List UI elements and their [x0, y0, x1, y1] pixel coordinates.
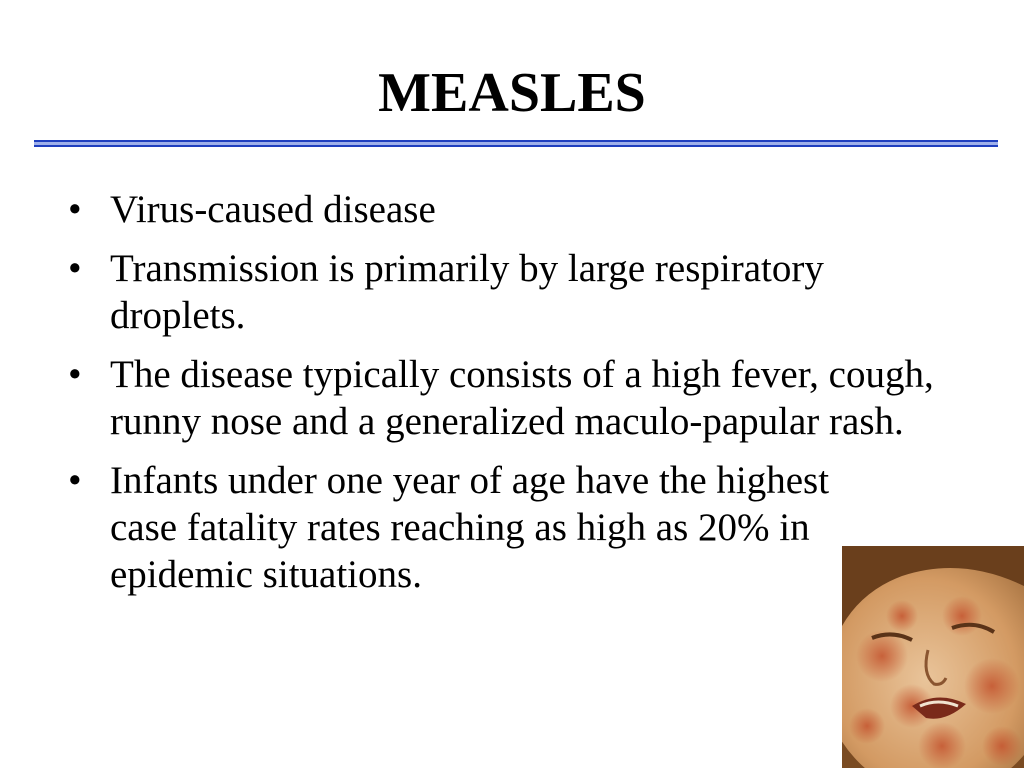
- bullet-text: Transmission is primarily by large respiratory droplets.: [110, 247, 824, 337]
- slide-title: MEASLES: [378, 62, 646, 124]
- bullet-item: [68, 186, 968, 233]
- bullet-item: [68, 245, 968, 339]
- bullet-text: The disease typically consists of a high fever, cough, runny nose and a generalized maculo-papular rash.: [110, 353, 934, 443]
- bullet-text: Virus-caused disease: [110, 188, 436, 231]
- bullet-marker: •: [68, 459, 82, 502]
- title-underline-bottom: [34, 145, 998, 147]
- bullet-marker: •: [68, 188, 82, 231]
- bullet-item: [68, 457, 968, 598]
- bullet-list: [68, 186, 968, 610]
- child-face-image: [842, 546, 1024, 768]
- bullet-item: [68, 351, 968, 445]
- measles-rash-photo: [842, 546, 1024, 768]
- bullet-marker: •: [68, 353, 82, 396]
- bullet-text: Infants under one year of age have the highest case fatality rates reaching as high as 20% in epidemic situations.: [110, 459, 830, 596]
- bullet-marker: •: [68, 247, 82, 290]
